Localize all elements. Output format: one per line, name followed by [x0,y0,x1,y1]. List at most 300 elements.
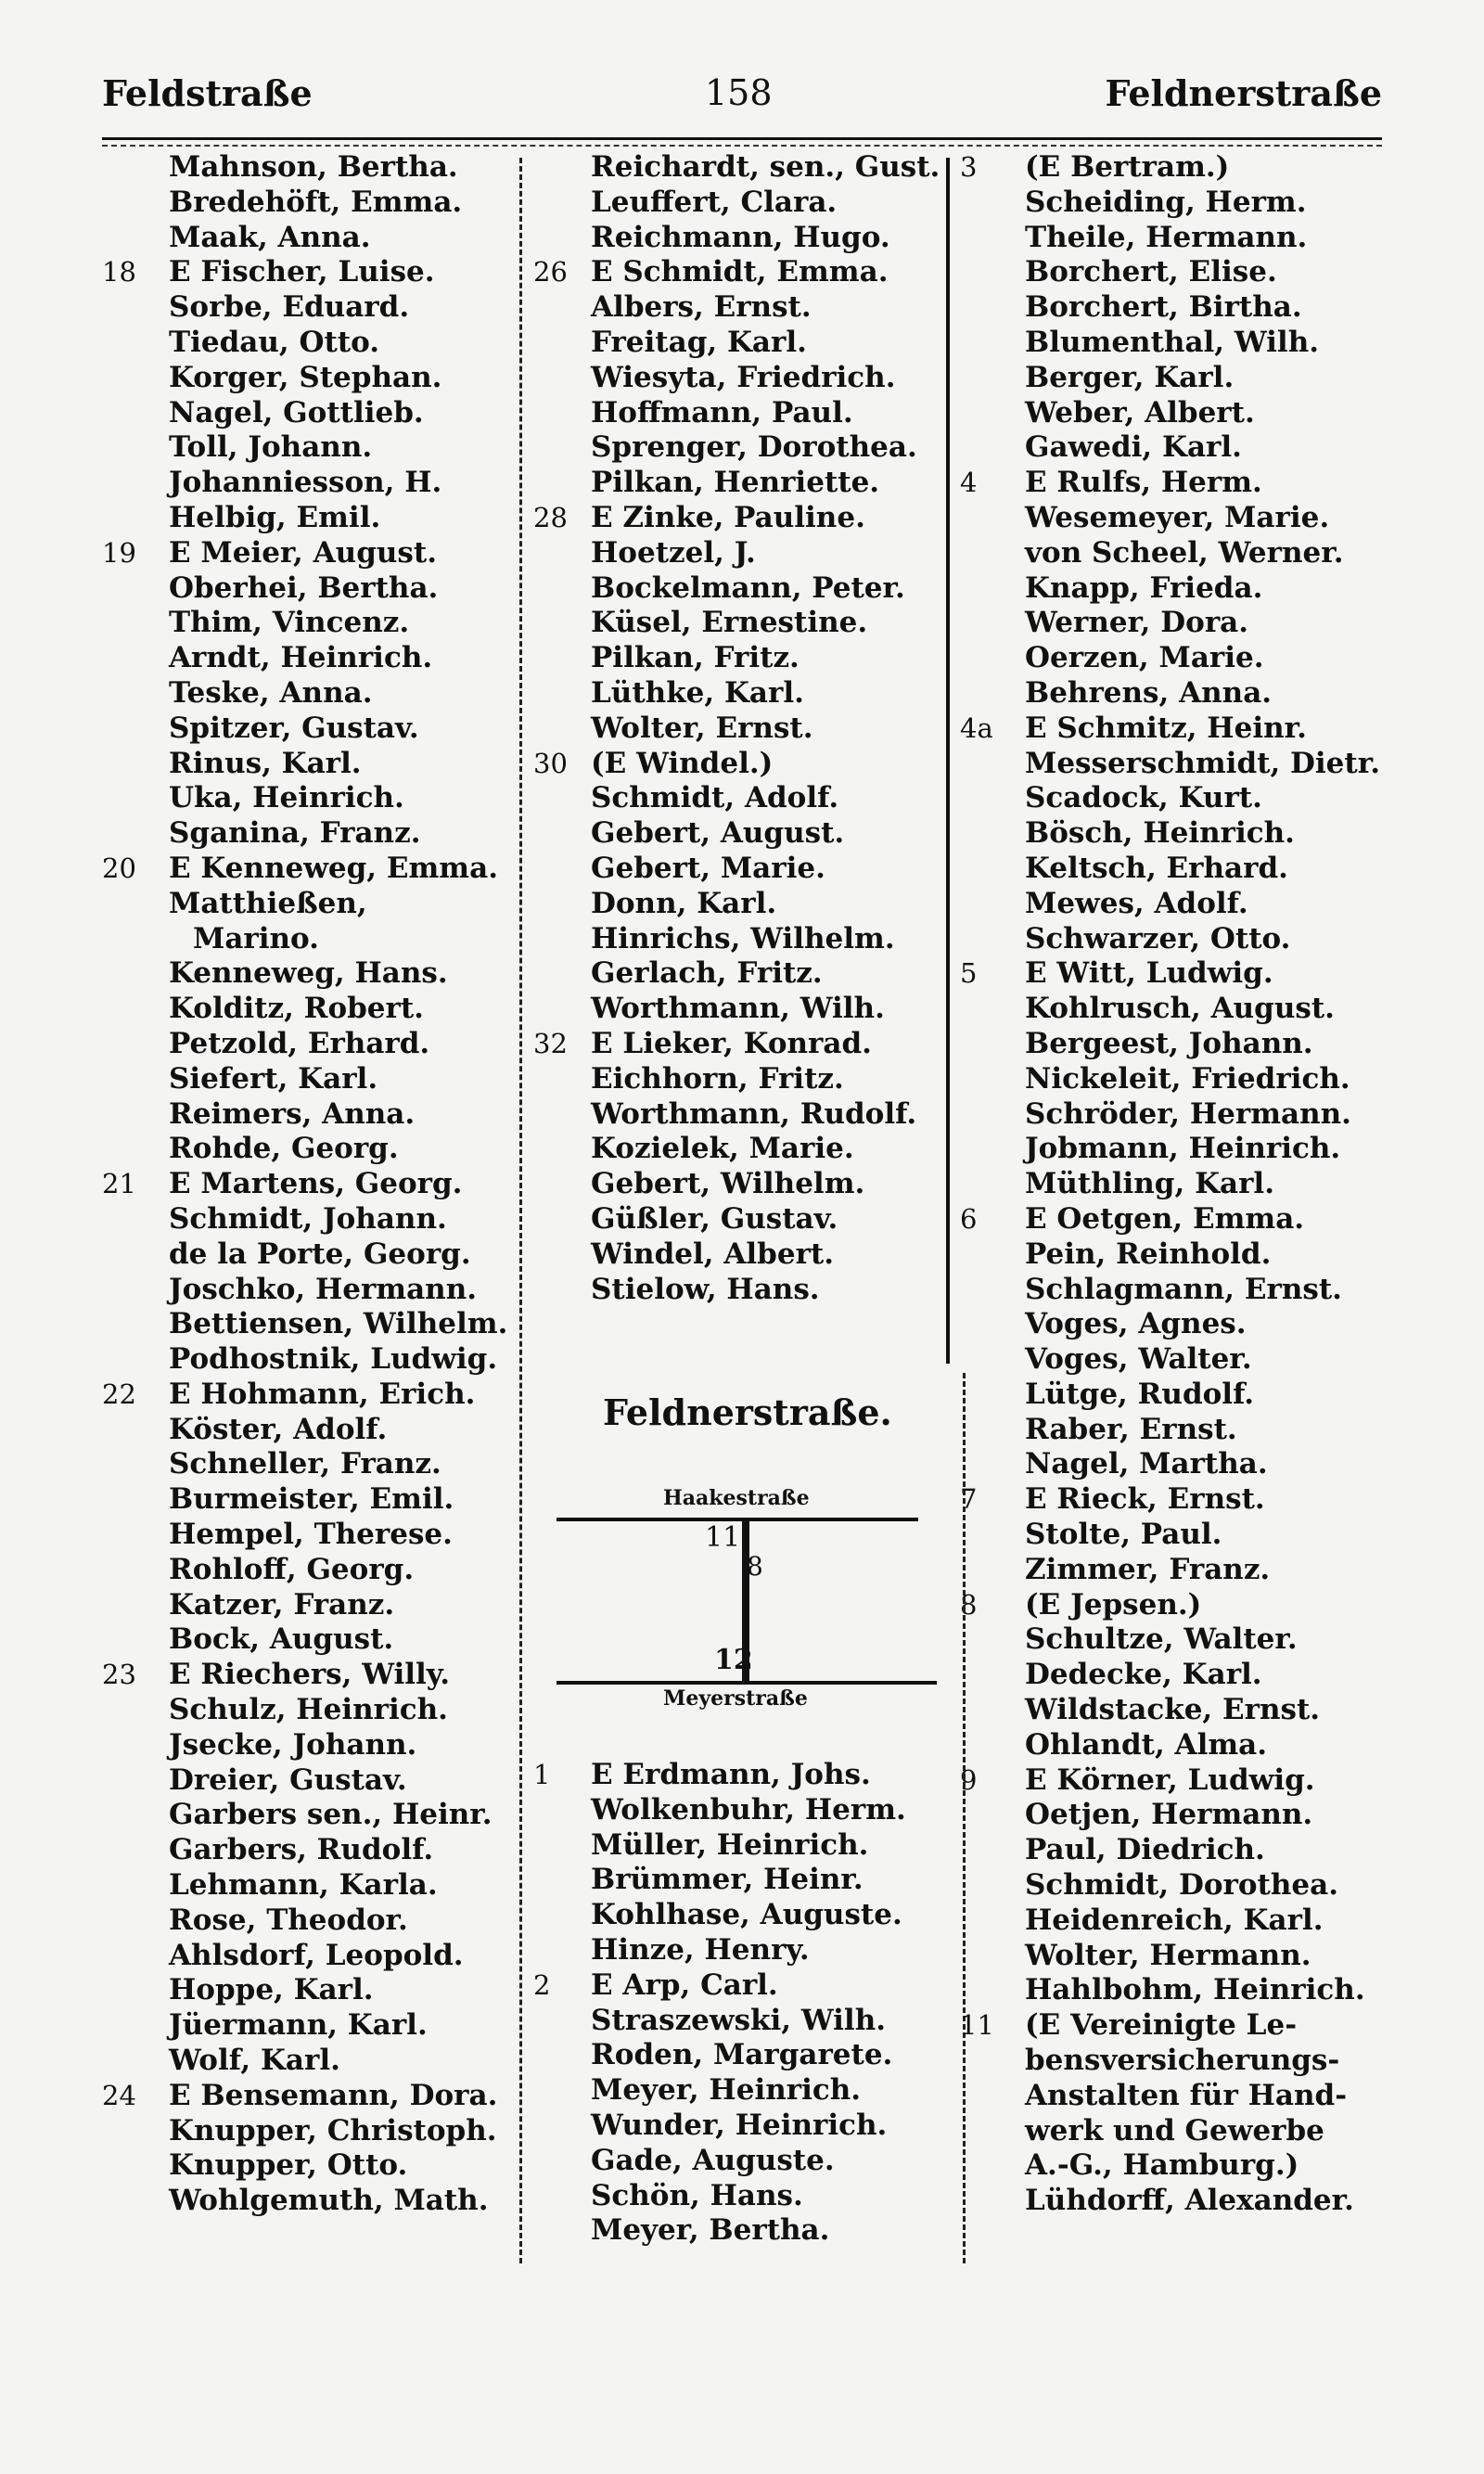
list-item [102,1588,538,1623]
list-item [102,1132,538,1167]
resident-name: Reichardt, sen., Gust. [591,150,940,184]
resident-name: Behrens, Anna. [1025,675,1273,710]
resident-name: Gawedi, Karl. [1025,430,1242,465]
list-item [102,2008,538,2044]
resident-name: Matthießen, [169,886,367,920]
resident-name: Lühdorff, Alexander. [1025,2184,1354,2218]
list-item [524,2144,960,2179]
header-rule-dashed [102,145,1382,147]
resident-name: E Oetgen, Emma. [1025,1201,1305,1236]
list-item [960,186,1396,221]
resident-name: E Riechers, Willy. [169,1658,451,1692]
house-number: 23 [102,1659,136,1691]
page-number: 158 [705,72,773,113]
list-item [102,956,538,992]
list-item [524,747,960,782]
list-item [524,326,960,361]
resident-name: Eichhorn, Fritz. [591,1061,844,1096]
resident-name: Lüthke, Karl. [591,675,804,710]
list-item [960,781,1396,816]
resident-name: Korger, Stephan. [169,360,442,394]
resident-name: Albers, Ernst. [591,290,812,325]
list-item [524,1062,960,1097]
list-item [524,956,960,992]
list-item [102,641,538,676]
resident-name: Dreier, Gustav. [169,1763,407,1797]
resident-name: Müthling, Karl. [1025,1167,1274,1201]
list-item [102,2184,538,2219]
list-item [524,711,960,747]
header-rule [102,137,1382,140]
house-number: 18 [102,256,136,288]
resident-name: Scheiding, Herm. [1025,185,1307,219]
list-item [524,1273,960,1308]
list-item [524,781,960,816]
list-item [524,887,960,922]
resident-name: Burmeister, Emil. [169,1482,454,1517]
list-item [524,2109,960,2144]
list-item [102,922,538,957]
list-item [960,2079,1396,2114]
list-item [102,221,538,256]
house-number: 22 [102,1378,136,1410]
list-item [102,571,538,607]
list-item [960,2044,1396,2079]
resident-name: Wolter, Ernst. [591,711,813,745]
resident-name: Teske, Anna. [169,675,373,710]
resident-name: Gerlach, Fritz. [591,956,823,991]
resident-name: E Zinke, Pauline. [591,500,865,534]
resident-name: Schmidt, Dorothea. [1025,1868,1338,1903]
list-item [102,1973,538,2008]
list-item [960,1062,1396,1097]
list-item [102,290,538,326]
map-bottom-street: Meyerstraße [663,1686,808,1711]
resident-name: Reichmann, Hugo. [591,220,890,254]
list-item [524,922,960,957]
list-item [102,676,538,711]
map-number-12: 12 [714,1644,753,1676]
column-1 [102,150,538,2219]
resident-name: E Schmidt, Emma. [591,255,889,289]
resident-name: Nagel, Martha. [1025,1447,1268,1481]
resident-name: Müller, Heinrich. [591,1827,869,1862]
resident-name: Sorbe, Eduard. [169,290,410,325]
list-item [524,150,960,186]
resident-name: Mewes, Adolf. [1025,886,1248,920]
list-item [524,1202,960,1237]
list-item [102,1798,538,1833]
map-bottom-line [556,1681,937,1685]
resident-name: Podhostnik, Ludwig. [169,1342,498,1377]
list-item [960,1202,1396,1237]
house-number: 8 [960,1588,978,1621]
resident-name: Hoffmann, Paul. [591,395,853,429]
page-header [102,72,1382,128]
resident-name: Keltsch, Erhard. [1025,851,1288,885]
resident-name: Freitag, Karl. [591,325,807,359]
resident-name: Garbers, Rudolf. [169,1833,434,1867]
resident-name: E Martens, Georg. [169,1167,463,1201]
list-item [102,255,538,290]
resident-name: Nagel, Gottlieb. [169,395,424,429]
resident-name: Petzold, Erhard. [169,1026,430,1060]
resident-name: Knupper, Christoph. [169,2113,497,2147]
list-item [960,1588,1396,1623]
list-item [102,1728,538,1763]
list-item [960,1342,1396,1378]
list-item [524,2213,960,2249]
list-item [102,1273,538,1308]
list-item [960,922,1396,957]
list-item [102,1553,538,1588]
resident-name: Straszewski, Wilh. [591,2003,887,2037]
resident-name: Sganina, Franz. [169,816,421,851]
list-item [960,1939,1396,1974]
list-item [960,2184,1396,2219]
resident-name: E Witt, Ludwig. [1025,956,1273,991]
list-item [524,466,960,501]
list-item [960,2148,1396,2184]
list-item [524,1237,960,1273]
house-number: 6 [960,1202,978,1235]
list-item [524,676,960,711]
resident-name: Gade, Auguste. [591,2143,835,2177]
house-number: 1 [533,1759,551,1790]
resident-name: Bösch, Heinrich. [1025,816,1295,851]
resident-name: Lehmann, Karla. [169,1868,438,1903]
list-item [960,1097,1396,1133]
list-item [960,430,1396,466]
list-item [960,466,1396,501]
resident-name: Leuffert, Clara. [591,185,838,219]
list-item [524,641,960,676]
resident-name: Rohloff, Georg. [169,1552,415,1586]
list-item [524,1027,960,1062]
list-item [960,1273,1396,1308]
house-number: 28 [533,501,568,533]
resident-name: de la Porte, Georg. [169,1237,471,1271]
list-item [102,2079,538,2114]
resident-name: Schlagmann, Ernst. [1025,1272,1342,1306]
list-item [102,1027,538,1062]
list-item [102,1482,538,1518]
resident-name: Pein, Reinhold. [1025,1237,1272,1271]
list-item [960,255,1396,290]
resident-name: Borchert, Birtha. [1025,290,1302,325]
resident-name: A.-G., Hamburg.) [1025,2148,1299,2183]
list-item [960,1973,1396,2008]
resident-name: Bergeest, Johann. [1025,1026,1313,1060]
resident-name: Hahlbohm, Heinrich. [1025,1973,1365,2007]
house-number: 4 [960,467,978,499]
column-divider-1 [519,158,522,2263]
list-item [960,1237,1396,1273]
list-item [524,1167,960,1202]
resident-name: Brümmer, Heinr. [591,1863,864,1897]
resident-name: Werner, Dora. [1025,606,1249,640]
list-item [102,361,538,396]
list-item [102,150,538,186]
resident-name: Küsel, Ernestine. [591,606,868,640]
resident-name: Schmidt, Adolf. [591,781,839,815]
resident-name: E Rieck, Ernst. [1025,1482,1265,1517]
resident-name: E Lieker, Konrad. [591,1026,872,1060]
resident-name: Bettiensen, Wilhelm. [169,1307,508,1341]
resident-name: Rohde, Georg. [169,1132,399,1166]
resident-name: Schön, Hans. [591,2178,803,2212]
list-item [960,1658,1396,1693]
list-item [960,326,1396,361]
list-item [102,1763,538,1799]
resident-name: Oerzen, Marie. [1025,641,1264,675]
list-item [102,1307,538,1342]
map-top-street: Haakestraße [663,1486,810,1510]
resident-name: Hoetzel, J. [591,535,756,570]
column-divider-2-dashed [963,1373,966,2263]
resident-name: Schmidt, Johann. [169,1201,447,1236]
list-item [102,1518,538,1553]
resident-name: Kozielek, Marie. [591,1132,854,1166]
list-item [524,606,960,641]
list-item [524,501,960,536]
list-item [960,641,1396,676]
map-number-8: 8 [747,1551,763,1582]
resident-name: Bockelmann, Peter. [591,570,905,605]
list-item [102,1693,538,1728]
map-number-11: 11 [705,1521,741,1554]
resident-name: Schneller, Franz. [169,1447,441,1481]
list-item [524,816,960,852]
house-number: 19 [102,536,136,569]
list-item [960,536,1396,571]
resident-name: Schwarzer, Otto. [1025,921,1291,955]
resident-name: Rinus, Karl. [169,746,362,780]
list-item [524,852,960,887]
house-number: 2 [533,1968,551,2001]
resident-name: Mahnson, Bertha. [169,150,458,184]
resident-name: (E Jepsen.) [1025,1587,1202,1622]
resident-name: Windel, Albert. [591,1237,835,1271]
list-item [960,747,1396,782]
list-item [960,1027,1396,1062]
list-item [960,1693,1396,1728]
resident-name: Thim, Vincenz. [169,606,410,640]
resident-name: Blumenthal, Wilh. [1025,325,1320,359]
resident-name: Theile, Hermann. [1025,220,1308,254]
street-map [556,1484,928,1725]
list-item [960,396,1396,431]
resident-name: Stolte, Paul. [1025,1518,1222,1552]
resident-name: Joschko, Hermann. [169,1272,478,1306]
list-item [960,1482,1396,1518]
list-item [102,887,538,922]
resident-name: Sprenger, Dorothea. [591,430,917,465]
house-number: 24 [102,2079,136,2111]
header-street-left: Feldstraße [102,72,313,114]
header-street-right: Feldnerstraße [1105,72,1382,114]
list-item [524,536,960,571]
list-item [960,571,1396,607]
resident-name: Dedecke, Karl. [1025,1658,1262,1692]
resident-name: Lütge, Rudolf. [1025,1377,1255,1411]
resident-name: Wiesyta, Friedrich. [591,360,896,394]
list-item [524,221,960,256]
resident-name: Jüermann, Karl. [169,2008,428,2043]
resident-name: Meyer, Bertha. [591,2213,830,2248]
list-item [960,1413,1396,1448]
list-item [524,1828,960,1864]
resident-name: Ohlandt, Alma. [1025,1727,1268,1762]
list-item [524,992,960,1027]
column-2-bottom [524,1758,960,2249]
list-item [102,816,538,852]
resident-name: (E Windel.) [591,746,774,780]
list-item [960,221,1396,256]
resident-name: Katzer, Franz. [169,1587,395,1622]
list-item [102,2114,538,2149]
resident-name: Messerschmidt, Dietr. [1025,746,1381,780]
list-item [102,606,538,641]
list-item [102,2148,538,2184]
resident-name: Anstalten für Hand- [1025,2078,1348,2112]
list-item [524,1898,960,1933]
resident-name: Ahlsdorf, Leopold. [169,1938,464,1972]
list-item [960,501,1396,536]
resident-name: Borchert, Elise. [1025,255,1277,289]
list-item [524,1132,960,1167]
list-item [960,290,1396,326]
list-item [524,1097,960,1133]
list-item [960,1447,1396,1482]
list-item [102,1658,538,1693]
house-number: 11 [960,2009,994,2042]
resident-name: E Rulfs, Herm. [1025,466,1262,500]
resident-name: werk und Gewerbe [1025,2113,1324,2147]
list-item [960,150,1396,186]
resident-name: Jsecke, Johann. [169,1727,417,1762]
resident-name: Pilkan, Henriette. [591,466,880,500]
list-item [960,1167,1396,1202]
house-number: 32 [533,1027,568,1059]
resident-name: Jobmann, Heinrich. [1025,1132,1341,1166]
list-item [102,501,538,536]
house-number: 3 [960,151,978,183]
resident-name: E Erdmann, Johs. [591,1758,871,1791]
list-item [102,1868,538,1904]
list-item [960,1763,1396,1799]
list-item [524,1933,960,1968]
list-item [102,1833,538,1868]
resident-name: Kenneweg, Hans. [169,956,448,991]
list-item [960,852,1396,887]
resident-name: Reimers, Anna. [169,1096,416,1131]
resident-name: Oberhei, Bertha. [169,570,439,605]
resident-name: Schultze, Walter. [1025,1622,1298,1657]
resident-name: Marino. [193,921,319,955]
resident-name: Tiedau, Otto. [169,325,380,359]
list-item [102,1062,538,1097]
resident-name: E Meier, August. [169,535,437,570]
list-item [102,852,538,887]
column-3 [960,150,1396,2219]
resident-name: Voges, Walter. [1025,1342,1252,1377]
list-item [960,1622,1396,1658]
resident-name: E Bensemann, Dora. [169,2078,498,2112]
resident-name: Roden, Margarete. [591,2038,893,2072]
resident-name: Spitzer, Gustav. [169,711,419,745]
resident-name: Donn, Karl. [591,886,777,920]
list-item [960,2114,1396,2149]
list-item [102,396,538,431]
resident-name: Siefert, Karl. [169,1061,378,1096]
house-number: 7 [960,1483,978,1516]
resident-name: Güßler, Gustav. [591,1201,838,1236]
resident-name: Worthmann, Rudolf. [591,1096,917,1131]
list-item [960,361,1396,396]
list-item [960,1798,1396,1833]
resident-name: Wesemeyer, Marie. [1025,500,1330,534]
resident-name: Gebert, Wilhelm. [591,1167,865,1201]
resident-name: Wunder, Heinrich. [591,2108,888,2142]
house-number: 9 [960,1763,978,1796]
list-item [102,1097,538,1133]
list-item [960,711,1396,747]
list-item [960,1904,1396,1939]
resident-name: Uka, Heinrich. [169,781,404,815]
list-item [524,396,960,431]
list-item [102,747,538,782]
resident-name: Bock, August. [169,1622,394,1657]
list-item [524,1758,960,1793]
list-item [524,290,960,326]
list-item [102,1167,538,1202]
resident-name: Hoppe, Karl. [169,1973,374,2007]
list-item [960,2008,1396,2044]
resident-name: Hempel, Therese. [169,1518,453,1552]
resident-name: Knapp, Frieda. [1025,570,1263,605]
resident-name: Maak, Anna. [169,220,371,254]
list-item [102,1939,538,1974]
house-number: 30 [533,747,568,779]
list-item [960,887,1396,922]
list-item [102,186,538,221]
resident-name: Weber, Albert. [1025,395,1255,429]
column-2-top [524,150,960,1307]
resident-name: Worthmann, Wilh. [591,992,885,1026]
list-item [524,361,960,396]
list-item [102,2044,538,2079]
list-item [960,1378,1396,1413]
list-item [960,956,1396,992]
list-item [102,711,538,747]
list-item [102,1622,538,1658]
list-item [102,1904,538,1939]
list-item [524,2073,960,2109]
resident-name: Voges, Agnes. [1025,1307,1247,1341]
resident-name: Helbig, Emil. [169,500,381,534]
resident-name: Raber, Ernst. [1025,1412,1237,1446]
list-item [524,2004,960,2039]
resident-name: E Kenneweg, Emma. [169,851,498,885]
resident-name: (E Vereinigte Le- [1025,2008,1298,2043]
resident-name: Bredehöft, Emma. [169,185,463,219]
resident-name: Wohlgemuth, Math. [169,2184,489,2218]
house-number: 4a [960,711,993,744]
resident-name: Wolkenbuhr, Herm. [591,1792,906,1827]
street-heading: Feldnerstraße. [603,1391,892,1433]
resident-name: Hinrichs, Wilhelm. [591,921,895,955]
